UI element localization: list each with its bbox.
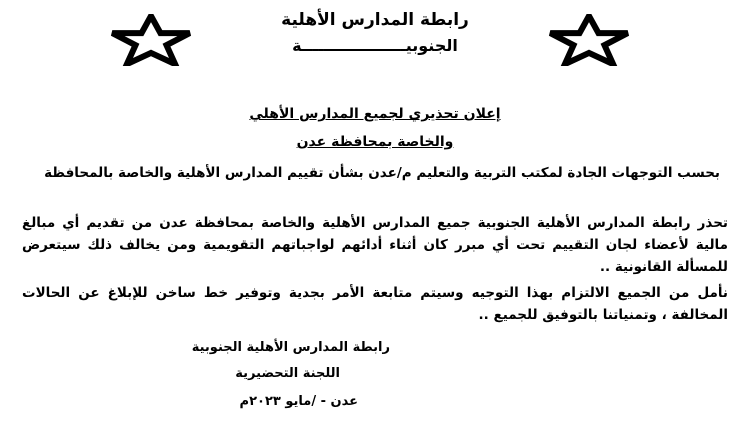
warning-paragraph: تحذر رابطة المدارس الأهلية الجنوبية جميع المدارس الأهلية والخاصة بمحافظة عدن من تقديم أي مبالغ مالية لأعضاء لجان التقييم تحت أي مبرر كان أثناء أدائهم لواجباتهم التقويمية ومن يخالف ذلك سيتعرض للمسألة القانونية ..	[22, 215, 728, 275]
signature-org: رابطة المدارس الأهلية الجنوبية	[191, 340, 390, 355]
signature-date: عدن - /مايو ٢٠٢٣م	[239, 394, 358, 409]
intro-paragraph: بحسب التوجهات الجادة لمكتب التربية والتعليم م/عدن بشأن تقييم المدارس الأهلية والخاصة بالمحافظة	[44, 165, 720, 181]
org-subtitle: الجنوبيـــــــــــــــــــة	[292, 36, 458, 55]
announcement-title: إعلان تحذيري لجميع المدارس الأهلي	[249, 106, 501, 122]
letterhead	[0, 8, 750, 58]
signature-committee: اللجنة التحضيرية	[235, 366, 340, 381]
hope-paragraph: نأمل من الجميع الالتزام بهذا التوجيه وسيتم متابعة الأمر بجدية وتوفير خط ساخن للإبلاغ عن الحالات المخالفة ، وتمنياتنا بالتوفيق للجميع ..	[22, 285, 728, 323]
org-name: رابطة المدارس الأهلية	[281, 10, 469, 30]
announcement-subtitle: والخاصة بمحافظة عدن	[296, 134, 454, 150]
